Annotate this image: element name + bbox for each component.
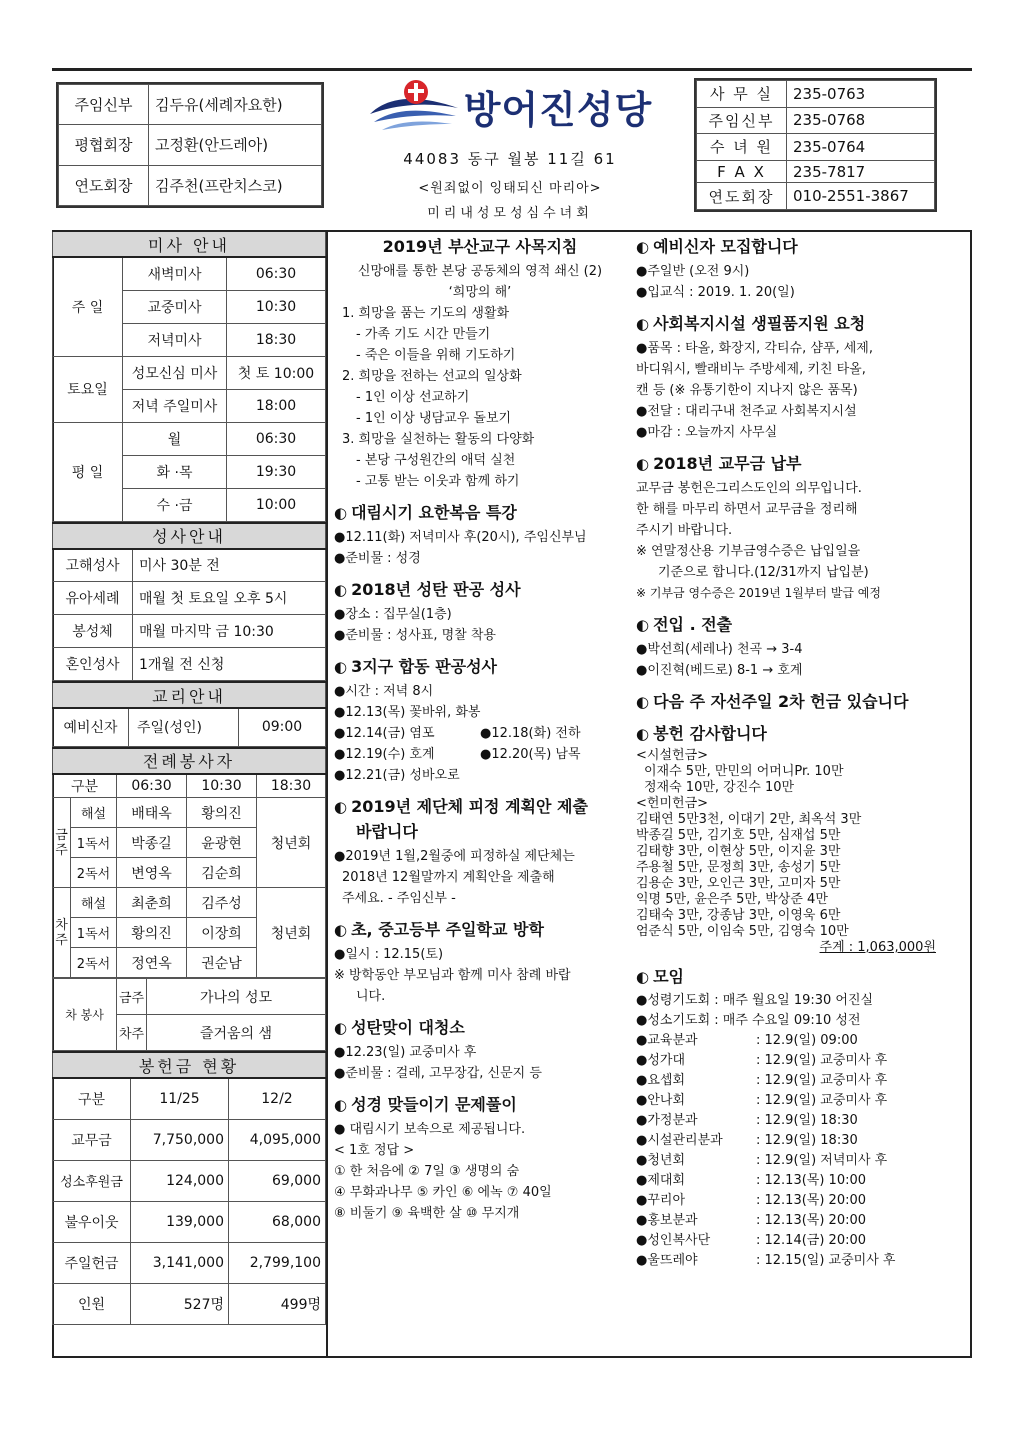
section-title: 교리안내 [53, 682, 326, 708]
meeting-time: : 12.9(일) 18:30 [756, 1133, 858, 1148]
heading-text: 2019년 제단체 피정 계획안 제출 [351, 797, 588, 816]
section-heading [334, 796, 626, 818]
catechumen-line: ●주일반 (오전 9시) [636, 264, 750, 279]
donor-line: 엄준식 5만, 이임숙 5만, 김영숙 10만 [636, 924, 849, 939]
meeting-line: ●성령기도회 : 매주 월요일 19:30 어진실 [636, 993, 874, 1008]
contact-value: 235-0768 [787, 107, 935, 134]
half-circle-icon: ◐ [636, 693, 650, 711]
section-heading [636, 691, 936, 713]
section-heading [334, 656, 626, 678]
welfare-line: ●마감 : 오늘까지 사무실 [636, 425, 778, 440]
sacrament-info: 미사 30분 전 [133, 549, 326, 582]
half-circle-icon: ◐ [636, 238, 650, 256]
servers-evening: 청년회 [257, 798, 326, 888]
half-circle-icon: ◐ [334, 798, 348, 816]
pastoral-item: - 1인 이상 냉담교우 돌보기 [356, 411, 512, 426]
section-title: 봉헌금 현황 [53, 1052, 326, 1078]
half-circle-icon: ◐ [334, 921, 348, 939]
mass-time: 06:30 [227, 257, 326, 290]
heading-text: 초, 중고등부 주일학교 방학 [351, 920, 544, 939]
half-circle-icon: ◐ [636, 455, 650, 473]
heading-text: 모임 [653, 967, 685, 986]
staff-value: 김주천(프란치스코) [149, 165, 322, 205]
church-logo-icon [368, 78, 460, 134]
heading-text: 성경 맞들이기 문제풀이 [351, 1095, 517, 1114]
cleanup-line: ●12.23(일) 교중미사 후 [334, 1045, 477, 1060]
sacrament-table [52, 522, 326, 682]
heading-continued: 바랍니다 [356, 822, 418, 841]
offering-value: 69,000 [229, 1160, 326, 1201]
district-pair [334, 744, 626, 765]
pastoral-item: - 고통 받는 이웃과 함께 하기 [356, 474, 520, 489]
section-heading [636, 313, 936, 335]
mass-time: 06:30 [227, 422, 326, 455]
mass-day-label: 평 일 [53, 422, 123, 521]
donor-line: 김태향 3만, 이현상 5만, 이지윤 3만 [636, 844, 841, 859]
mass-name: 월 [123, 422, 227, 455]
section-title: 성사안내 [53, 523, 326, 549]
donor-line: 주용철 5만, 문정희 3만, 송성기 5만 [636, 860, 841, 875]
pastoral-item: - 죽은 이들을 위해 기도하기 [356, 348, 516, 363]
section-heading [636, 453, 936, 475]
mass-name: 화 ·목 [123, 455, 227, 488]
quiz-line: ① 한 처음에 ② 7일 ③ 생명의 숨 [334, 1164, 520, 1179]
doctrine-value: 주일(성인) [129, 708, 239, 746]
offering-label: 교무금 [53, 1119, 131, 1160]
right-column [636, 236, 936, 1271]
sacrament-info: 매월 첫 토요일 오후 5시 [133, 582, 326, 615]
servers-header: 06:30 [117, 774, 187, 798]
mass-name: 성모신심 미사 [123, 356, 227, 389]
staff-value: 고정환(안드레아) [149, 125, 322, 165]
devotion-label: <헌미헌금> [636, 796, 709, 811]
meeting-name: ●성가대 [636, 1053, 686, 1068]
offering-header: 12/2 [229, 1078, 326, 1119]
meeting-name: ●교육분과 [636, 1033, 698, 1048]
mass-name: 저녁 주일미사 [123, 389, 227, 422]
heading-text: 사회복지시설 생필품지원 요청 [653, 314, 866, 333]
pastoral-item: 2. 희망을 전하는 선교의 일상화 [342, 369, 522, 384]
meeting-row [636, 1191, 936, 1211]
sacrament-name: 유아세례 [53, 582, 133, 615]
half-circle-icon: ◐ [334, 1019, 348, 1037]
district-pair [334, 723, 626, 744]
offering-label: 인원 [53, 1283, 131, 1324]
meeting-name: ●시설관리분과 [636, 1133, 723, 1148]
offering-header: 구분 [53, 1078, 131, 1119]
dues-line: 주시기 바랍니다. [636, 523, 733, 538]
offering-header: 11/25 [131, 1078, 229, 1119]
offering-value: 4,095,000 [229, 1119, 326, 1160]
meeting-row [636, 1031, 936, 1051]
contact-label: 수 녀 원 [697, 134, 787, 161]
meeting-time: : 12.14(금) 20:00 [756, 1233, 867, 1248]
section-heading [334, 1094, 626, 1116]
section-title: 전례봉사자 [53, 748, 326, 774]
meeting-time: : 12.15(일) 교중미사 후 [756, 1253, 896, 1268]
meeting-time: : 12.13(목) 20:00 [756, 1213, 867, 1228]
staff-label: 평협회장 [59, 125, 149, 165]
mass-time: 10:30 [227, 290, 326, 323]
contact-value: 010-2551-3867 [787, 183, 935, 210]
dues-line: ※ 연말정산용 기부금영수증은 납입일을 [636, 544, 861, 559]
mass-day-label: 토요일 [53, 356, 123, 422]
middle-column [334, 236, 626, 1224]
offering-label: 불우이웃 [53, 1201, 131, 1242]
offering-value: 139,000 [131, 1201, 229, 1242]
pastoral-item: - 본당 구성원간의 애덕 실천 [356, 453, 516, 468]
mass-time: 19:30 [227, 455, 326, 488]
dues-line: ※ 기부금 영수증은 2019년 1월부터 발급 예정 [636, 586, 881, 600]
donor-line: 김태연 5만3천, 이대기 2만, 최옥석 3만 [636, 812, 862, 827]
contact-label: 사 무 실 [697, 81, 787, 108]
top-rule [52, 68, 972, 71]
sisters-name: 미리내성모성심수녀회 [427, 206, 593, 221]
staff-box [56, 82, 324, 208]
meeting-row [636, 1131, 936, 1151]
mass-name: 교중미사 [123, 290, 227, 323]
pastoral-list [334, 303, 626, 492]
servers-person: 이장희 [187, 918, 257, 948]
servers-person: 정연옥 [117, 948, 187, 978]
offering-value: 499명 [229, 1283, 326, 1324]
donor-line: 김태숙 3만, 강종남 3만, 이영욱 6만 [636, 908, 841, 923]
section-heading [334, 919, 626, 941]
servers-evening: 청년회 [257, 888, 326, 978]
half-circle-icon: ◐ [636, 968, 650, 986]
contact-label: 주임신부 [697, 107, 787, 134]
catechumen-line: ●입교식 : 2019. 1. 20(일) [636, 285, 795, 300]
offering-table [52, 1051, 326, 1325]
meeting-time: : 12.9(일) 18:30 [756, 1113, 858, 1128]
heading-text: 예비신자 모집합니다 [653, 237, 798, 256]
offering-value: 124,000 [131, 1160, 229, 1201]
meeting-time: : 12.13(목) 20:00 [756, 1193, 867, 1208]
heading-text: 3지구 합동 판공성사 [351, 657, 498, 676]
district-item: ●12.19(수) 호계 [334, 747, 435, 762]
column-divider [326, 230, 328, 1358]
servers-group-label: 금주 [53, 798, 71, 888]
offering-label: 주일헌금 [53, 1242, 131, 1283]
servers-table [52, 747, 326, 979]
doctrine-table [52, 681, 326, 747]
cleaning-table [52, 978, 326, 1051]
offering-label: 성소후원금 [53, 1160, 131, 1201]
sacrament-info: 1개월 전 신청 [133, 648, 326, 681]
donor-line: 익명 5만, 윤은주 5만, 박상준 4만 [636, 892, 828, 907]
district-item: ●12.18(화) 전하 [480, 726, 581, 741]
quiz-line: ● 대림시기 보속으로 제공됩니다. [334, 1122, 526, 1137]
sacrament-name: 혼인성사 [53, 648, 133, 681]
meeting-row [636, 1251, 936, 1271]
district-line: ●시간 : 저녁 8시 [334, 684, 434, 699]
mass-time: 10:00 [227, 488, 326, 521]
mass-name: 저녁미사 [123, 323, 227, 356]
left-column [52, 230, 326, 1325]
section-heading [636, 614, 936, 636]
donor-line: 정재숙 10만, 강진수 10만 [644, 780, 795, 795]
dues-line: 교무금 봉헌은그리스도인의 의무입니다. [636, 481, 862, 496]
cleaning-label: 차 봉사 [53, 979, 117, 1051]
servers-role: 2독서 [71, 948, 117, 978]
retreat-line: ●2019년 1월,2월중에 피정하실 제단체는 [334, 849, 575, 864]
move-line: ●이진혁(베드로) 8-1 → 호계 [636, 663, 803, 678]
district-line: ●12.13(목) 꽃바위, 화봉 [334, 705, 481, 720]
school-line: ●일시 : 12.15(토) [334, 947, 444, 962]
doctrine-label: 예비신자 [53, 708, 129, 746]
mass-time: 첫 토 10:00 [227, 356, 326, 389]
doctrine-time: 09:00 [239, 708, 326, 746]
servers-person: 윤광현 [187, 828, 257, 858]
meeting-row [636, 1211, 936, 1231]
sacrament-name: 고해성사 [53, 549, 133, 582]
servers-role: 해설 [71, 888, 117, 918]
meeting-name: ●요셉회 [636, 1073, 686, 1088]
contact-value: 235-0764 [787, 134, 935, 161]
half-circle-icon: ◐ [334, 1096, 348, 1114]
staff-value: 김두유(세례자요한) [149, 85, 322, 125]
pastoral-title: 2019년 부산교구 사목지침 [382, 237, 578, 256]
servers-person: 권순남 [187, 948, 257, 978]
donor-line: 김용순 3만, 오인근 3만, 고미자 5만 [636, 876, 841, 891]
church-patron: <원죄없이 잉태되신 마리아> [418, 181, 602, 196]
meeting-time: : 12.9(일) 교중미사 후 [756, 1093, 888, 1108]
mass-day-label: 주 일 [53, 257, 123, 356]
quiz-line: ④ 무화과나무 ⑤ 카인 ⑥ 에녹 ⑦ 40일 [334, 1185, 552, 1200]
pastoral-year: ‘희망의 해’ [448, 285, 512, 300]
meeting-row [636, 1071, 936, 1091]
half-circle-icon: ◐ [334, 581, 348, 599]
dues-line: 한 해를 마무리 하면서 교무금을 정리해 [636, 502, 858, 517]
sacrament-name: 봉성체 [53, 615, 133, 648]
cleaning-group: 즐거움의 샘 [147, 1015, 326, 1051]
meeting-list [636, 1031, 936, 1271]
meeting-name: ●성인복사단 [636, 1233, 711, 1248]
cleaning-week: 금주 [117, 979, 147, 1015]
servers-person: 김주성 [187, 888, 257, 918]
servers-role: 1독서 [71, 828, 117, 858]
servers-person: 박종길 [117, 828, 187, 858]
offering-value: 527명 [131, 1283, 229, 1324]
meeting-name: ●청년회 [636, 1153, 686, 1168]
section-heading [334, 1017, 626, 1039]
district-item: ●12.14(금) 염포 [334, 726, 435, 741]
retreat-line: 2018년 12월말까지 계획안을 제출해 [342, 870, 555, 885]
contact-label: 연도회장 [697, 183, 787, 210]
meeting-name: ●꾸리아 [636, 1193, 686, 1208]
cleaning-week: 차주 [117, 1015, 147, 1051]
quiz-line: ⑧ 비둘기 ⑨ 육백한 살 ⑩ 무지개 [334, 1206, 520, 1221]
contact-box [694, 78, 937, 212]
servers-header: 구분 [53, 774, 117, 798]
mass-time: 18:00 [227, 389, 326, 422]
move-line: ●박선희(세레나) 천곡 → 3-4 [636, 642, 803, 657]
half-circle-icon: ◐ [636, 725, 650, 743]
welfare-line: 캔 등 (※ 유통기한이 지나지 않은 품목) [636, 383, 858, 398]
church-header [340, 76, 680, 222]
servers-role: 2독서 [71, 858, 117, 888]
pastoral-item: 3. 희망을 실천하는 활동의 다양화 [342, 432, 535, 447]
servers-person: 최춘희 [117, 888, 187, 918]
offering-value: 3,141,000 [131, 1242, 229, 1283]
pastoral-item: - 1인 이상 선교하기 [356, 390, 470, 405]
meeting-name: ●울뜨레야 [636, 1253, 698, 1268]
donor-line: 박종길 5만, 김기호 5만, 심재섭 5만 [636, 828, 841, 843]
servers-header: 18:30 [257, 774, 326, 798]
offering-value: 7,750,000 [131, 1119, 229, 1160]
contact-label: F A X [697, 160, 787, 183]
school-line: ※ 방학동안 부모님과 함께 미사 참례 바랍 [334, 968, 571, 983]
mass-time: 18:30 [227, 323, 326, 356]
meeting-row [636, 1231, 936, 1251]
servers-header: 10:30 [187, 774, 257, 798]
sacrament-info: 매월 마지막 금 10:30 [133, 615, 326, 648]
mass-name: 수 ·금 [123, 488, 227, 521]
heading-text: 전입 . 전출 [653, 615, 733, 634]
heading-text: 다음 주 자선주일 2차 헌금 있습니다 [653, 692, 909, 711]
mass-name: 새벽미사 [123, 257, 227, 290]
heading-text: 봉헌 감사합니다 [653, 724, 767, 743]
donor-line: 이재수 5만, 만민의 어머니Pr. 10만 [644, 764, 844, 779]
facility-label: <시설헌금> [636, 748, 709, 763]
section-title: 미사 안내 [53, 231, 326, 257]
district-item: ●12.20(목) 남목 [480, 747, 581, 762]
heading-text: 성탄맞이 대청소 [351, 1018, 465, 1037]
servers-role: 해설 [71, 798, 117, 828]
staff-label: 주임신부 [59, 85, 149, 125]
pastoral-item: 1. 희망을 품는 기도의 생활화 [342, 306, 510, 321]
retreat-line: 주세요. - 주임신부 - [342, 891, 456, 906]
section-heading [636, 236, 936, 258]
advent-line: ●12.11(화) 저녁미사 후(20시), 주임신부님 [334, 530, 587, 545]
servers-group-label: 차주 [53, 888, 71, 978]
school-line: 니다. [356, 989, 386, 1004]
half-circle-icon: ◐ [334, 504, 348, 522]
meeting-time: : 12.9(일) 09:00 [756, 1033, 858, 1048]
christmas-line: ●장소 : 집무실(1층) [334, 607, 452, 622]
district-line: ●12.21(금) 성바오로 [334, 768, 460, 783]
section-heading [636, 966, 936, 988]
section-heading [334, 579, 626, 601]
meeting-time: : 12.9(일) 교중미사 후 [756, 1073, 888, 1088]
offering-value: 2,799,100 [229, 1242, 326, 1283]
church-address: 44083 동구 월봉 11길 61 [403, 150, 617, 168]
welfare-line: ●품목 : 타올, 화장지, 각티슈, 샴푸, 세제, [636, 341, 873, 356]
meeting-time: : 12.9(일) 저녁미사 후 [756, 1153, 888, 1168]
dues-line: 기준으로 합니다.(12/31까지 납입분) [658, 565, 869, 580]
church-name: 방어진성당 [463, 87, 653, 132]
cleaning-group: 가나의 성모 [147, 979, 326, 1015]
meeting-name: ●제대회 [636, 1173, 686, 1188]
pastoral-item: - 가족 기도 시간 만들기 [356, 327, 491, 342]
meeting-row [636, 1171, 936, 1191]
half-circle-icon: ◐ [334, 658, 348, 676]
advent-line: ●준비물 : 성경 [334, 551, 421, 566]
welfare-line: 바디워시, 빨래비누 주방세제, 키친 타올, [636, 362, 866, 377]
staff-label: 연도회장 [59, 165, 149, 205]
christmas-line: ●준비물 : 성사표, 명찰 착용 [334, 628, 496, 643]
section-heading [334, 502, 626, 524]
contact-value: 235-0763 [787, 81, 935, 108]
cleanup-line: ●준비물 : 걸레, 고무장갑, 신문지 등 [334, 1066, 542, 1081]
half-circle-icon: ◐ [636, 315, 650, 333]
meeting-row [636, 1151, 936, 1171]
quiz-line: < 1호 정답 > [334, 1143, 415, 1158]
servers-role: 1독서 [71, 918, 117, 948]
meeting-row [636, 1051, 936, 1071]
servers-person: 김순희 [187, 858, 257, 888]
section-heading [636, 723, 936, 745]
mass-table [52, 230, 326, 522]
heading-text: 2018년 교무금 납부 [653, 454, 802, 473]
meeting-name: ●안나회 [636, 1093, 686, 1108]
meeting-row [636, 1111, 936, 1131]
servers-person: 황의진 [187, 798, 257, 828]
servers-person: 황의진 [117, 918, 187, 948]
welfare-line: ●전달 : 대리구내 천주교 사회복지시설 [636, 404, 857, 419]
heading-text: 2018년 성탄 판공 성사 [351, 580, 521, 599]
offering-value: 68,000 [229, 1201, 326, 1242]
meeting-row [636, 1091, 936, 1111]
meeting-name: ●홍보분과 [636, 1213, 698, 1228]
meeting-time: : 12.9(일) 교중미사 후 [756, 1053, 888, 1068]
contact-value: 235-7817 [787, 160, 935, 183]
meeting-line: ●성소기도회 : 매주 수요일 09:10 성전 [636, 1013, 861, 1028]
servers-person: 변영옥 [117, 858, 187, 888]
half-circle-icon: ◐ [636, 616, 650, 634]
pastoral-subtitle: 신망애를 통한 본당 공동체의 영적 쇄신 (2) [357, 264, 603, 279]
donation-total: 주계 : 1,063,000원 [819, 940, 936, 955]
meeting-name: ●가정분과 [636, 1113, 698, 1128]
heading-text: 대림시기 요한복음 특강 [351, 503, 517, 522]
meeting-time: : 12.13(목) 10:00 [756, 1173, 867, 1188]
servers-person: 배태옥 [117, 798, 187, 828]
